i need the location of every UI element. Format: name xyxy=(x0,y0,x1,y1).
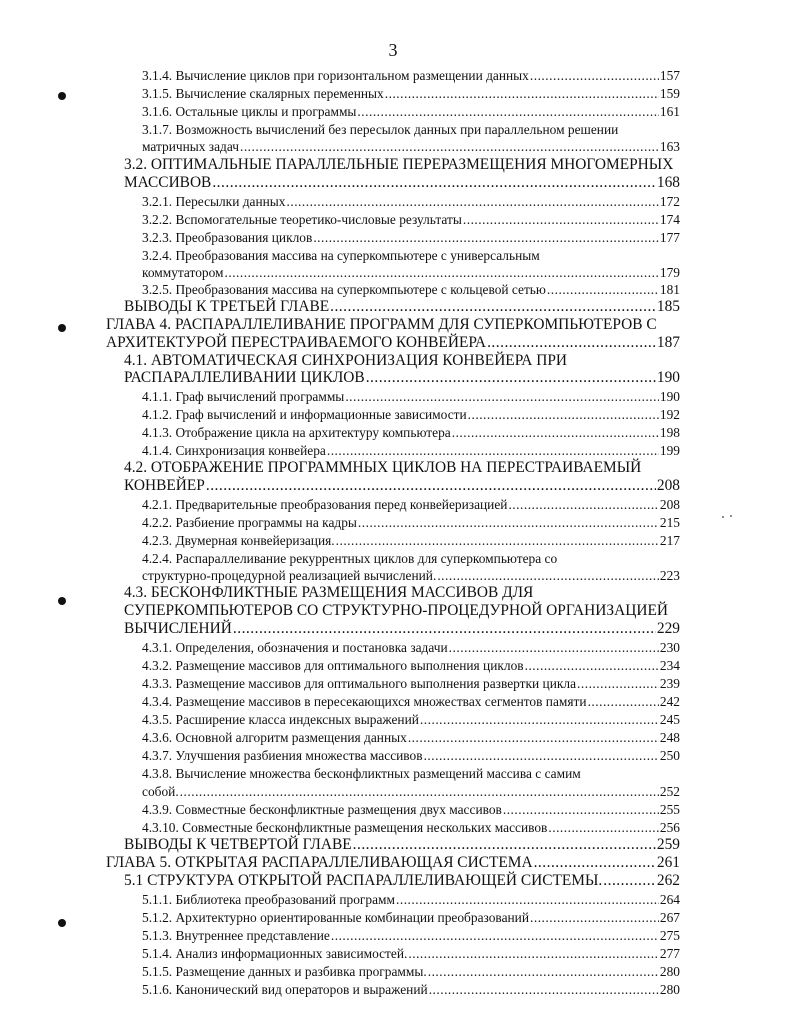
toc-entry: ВЫВОДЫ К ТРЕТЬЕЙ ГЛАВЕ ..... 185 xyxy=(124,297,680,316)
toc-entry: МАССИВОВ ..... 168 xyxy=(124,173,680,192)
toc-entry: 5.1.2. Архитектурно ориентированные комбинации преобразований ..... 267 xyxy=(142,909,680,926)
toc-entry: 4.1. АВТОМАТИЧЕСКАЯ СИНХРОНИЗАЦИЯ КОНВЕЙЕРА ПРИ xyxy=(124,352,568,369)
toc-entry: 4.3.5. Расширение класса индексных выражений ..... 245 xyxy=(142,711,680,728)
toc-entry: 3.1.5. Вычисление скалярных переменных ..... 159 xyxy=(142,85,680,102)
toc-entry: матричных задач ..... 163 xyxy=(142,138,680,155)
toc-entry: 4.3.10. Совместные бесконфликтные размещения нескольких массивов ..... 256 xyxy=(142,819,680,836)
toc-entry: 5.1.5. Размещение данных и разбивка программы. ..... 280 xyxy=(142,963,680,980)
toc-entry: 4.2.2. Разбиение программы на кадры ..... 215 xyxy=(142,514,680,531)
toc-entry: 4.3. БЕСКОНФЛИКТНЫЕ РАЗМЕЩЕНИЯ МАССИВОВ ДЛЯ xyxy=(124,584,534,601)
toc-entry: 5.1.1. Библиотека преобразований программ ..... 264 xyxy=(142,891,680,908)
toc-entry: 5.1.6. Канонический вид операторов и выражений ..... 280 xyxy=(142,981,680,998)
toc-entry: 4.3.2. Размещение массивов для оптимального выполнения циклов ..... 234 xyxy=(142,657,680,674)
scan-speck xyxy=(722,516,724,518)
toc-entry: АРХИТЕКТУРОЙ ПЕРЕСТРАИВАЕМОГО КОНВЕЙЕРА ..... 187 xyxy=(106,333,680,352)
toc-entry: 4.3.8. Вычисление множества бесконфликтных размещений массива с самим xyxy=(142,766,581,781)
toc-entry: 4.3.6. Основной алгоритм размещения данных ..... 248 xyxy=(142,729,680,746)
page-number: 3 xyxy=(388,40,398,60)
toc-entry: коммутатором ..... 179 xyxy=(142,264,680,281)
toc-entry: 4.1.2. Граф вычислений и информационные зависимости ..... 192 xyxy=(142,406,680,423)
binder-hole-mark xyxy=(58,597,66,605)
toc-entry: 5.1.4. Анализ информационных зависимостей. ..... 277 xyxy=(142,945,680,962)
toc-entry: 4.2.1. Предварительные преобразования перед конвейеризацией ..... 208 xyxy=(142,496,680,513)
toc-entry: 3.2.1. Пересылки данных ..... 172 xyxy=(142,193,680,210)
toc-entry: структурно-процедурной реализацией вычислений. ..... 223 xyxy=(142,567,680,584)
toc-entry: ГЛАВА 5. ОТКРЫТАЯ РАСПАРАЛЛЕЛИВАЮЩАЯ СИСТЕМА ..... 261 xyxy=(106,853,680,872)
toc-entry: ГЛАВА 4. РАСПАРАЛЛЕЛИВАНИЕ ПРОГРАММ ДЛЯ СУПЕРКОМПЬЮТЕРОВ С xyxy=(106,316,657,333)
binder-hole-mark xyxy=(58,919,66,927)
toc-entry: 3.2.4. Преобразования массива на суперкомпьютере с универсальным xyxy=(142,248,540,263)
toc-entry: 4.3.1. Определения, обозначения и постановка задачи ..... 230 xyxy=(142,639,680,656)
toc-entry: 3.1.6. Остальные циклы и программы ..... 161 xyxy=(142,103,680,120)
binder-hole-mark xyxy=(58,324,66,332)
toc-entry: 3.2.5. Преобразования массива на суперкомпьютере с кольцевой сетью ..... 181 xyxy=(142,281,680,298)
toc-entry: 5.1.3. Внутреннее представление ..... 275 xyxy=(142,927,680,944)
toc-entry: ВЫВОДЫ К ЧЕТВЕРТОЙ ГЛАВЕ ..... 259 xyxy=(124,835,680,854)
binder-hole-mark xyxy=(58,92,66,100)
toc-entry: 3.2.3. Преобразования циклов ..... 177 xyxy=(142,229,680,246)
toc-entry: 3.1.4. Вычисление циклов при горизонтальном размещении данных ..... 157 xyxy=(142,67,680,84)
toc-entry: 4.3.9. Совместные бесконфликтные размещения двух массивов ..... 255 xyxy=(142,801,680,818)
toc-entry: КОНВЕЙЕР ..... 208 xyxy=(124,476,680,495)
toc-entry: 3.2.2. Вспомогательные теоретико-числовые результаты ..... 174 xyxy=(142,211,680,228)
toc-entry: 4.2.3. Двумерная конвейеризация. ..... 217 xyxy=(142,532,680,549)
toc-entry: 4.2. ОТОБРАЖЕНИЕ ПРОГРАММНЫХ ЦИКЛОВ НА ПЕРЕСТРАИВАЕМЫЙ xyxy=(124,459,642,476)
toc-entry: 5.1 СТРУКТУРА ОТКРЫТОЙ РАСПАРАЛЛЕЛИВАЮЩЕЙ СИСТЕМЫ. ..... 262 xyxy=(124,871,680,890)
toc-entry: СУПЕРКОМПЬЮТЕРОВ СО СТРУКТУРНО-ПРОЦЕДУРНОЙ ОРГАНИЗАЦИЕЙ xyxy=(124,602,668,619)
toc-entry: 4.3.4. Размещение массивов в пересекающихся множествах сегментов памяти ..... 242 xyxy=(142,693,680,710)
toc-entry: 4.1.1. Граф вычислений программы ..... 190 xyxy=(142,388,680,405)
toc-entry: 3.1.7. Возможность вычислений без пересылок данных при параллельном решении xyxy=(142,122,619,137)
toc-entry: 4.1.3. Отображение цикла на архитектуру компьютера ..... 198 xyxy=(142,424,680,441)
toc-entry: РАСПАРАЛЛЕЛИВАНИИ ЦИКЛОВ ..... 190 xyxy=(124,368,680,387)
toc-entry: 4.3.7. Улучшения разбиения множества массивов ..... 250 xyxy=(142,747,680,764)
scan-speck xyxy=(730,515,732,517)
toc-entry: 4.2.4. Распараллеливание рекуррентных циклов для суперкомпьютера со xyxy=(142,551,558,566)
toc-entry: 4.1.4. Синхронизация конвейера ..... 199 xyxy=(142,442,680,459)
toc-entry: ВЫЧИСЛЕНИЙ ..... 229 xyxy=(124,619,680,638)
toc-entry: 4.3.3. Размещение массивов для оптимального выполнения развертки цикла ..... 239 xyxy=(142,675,680,692)
toc-entry: 3.2. ОПТИМАЛЬНЫЕ ПАРАЛЛЕЛЬНЫЕ ПЕРЕРАЗМЕЩЕНИЯ МНОГОМЕРНЫХ xyxy=(124,156,674,173)
toc-entry: собой. ..... 252 xyxy=(142,783,680,800)
